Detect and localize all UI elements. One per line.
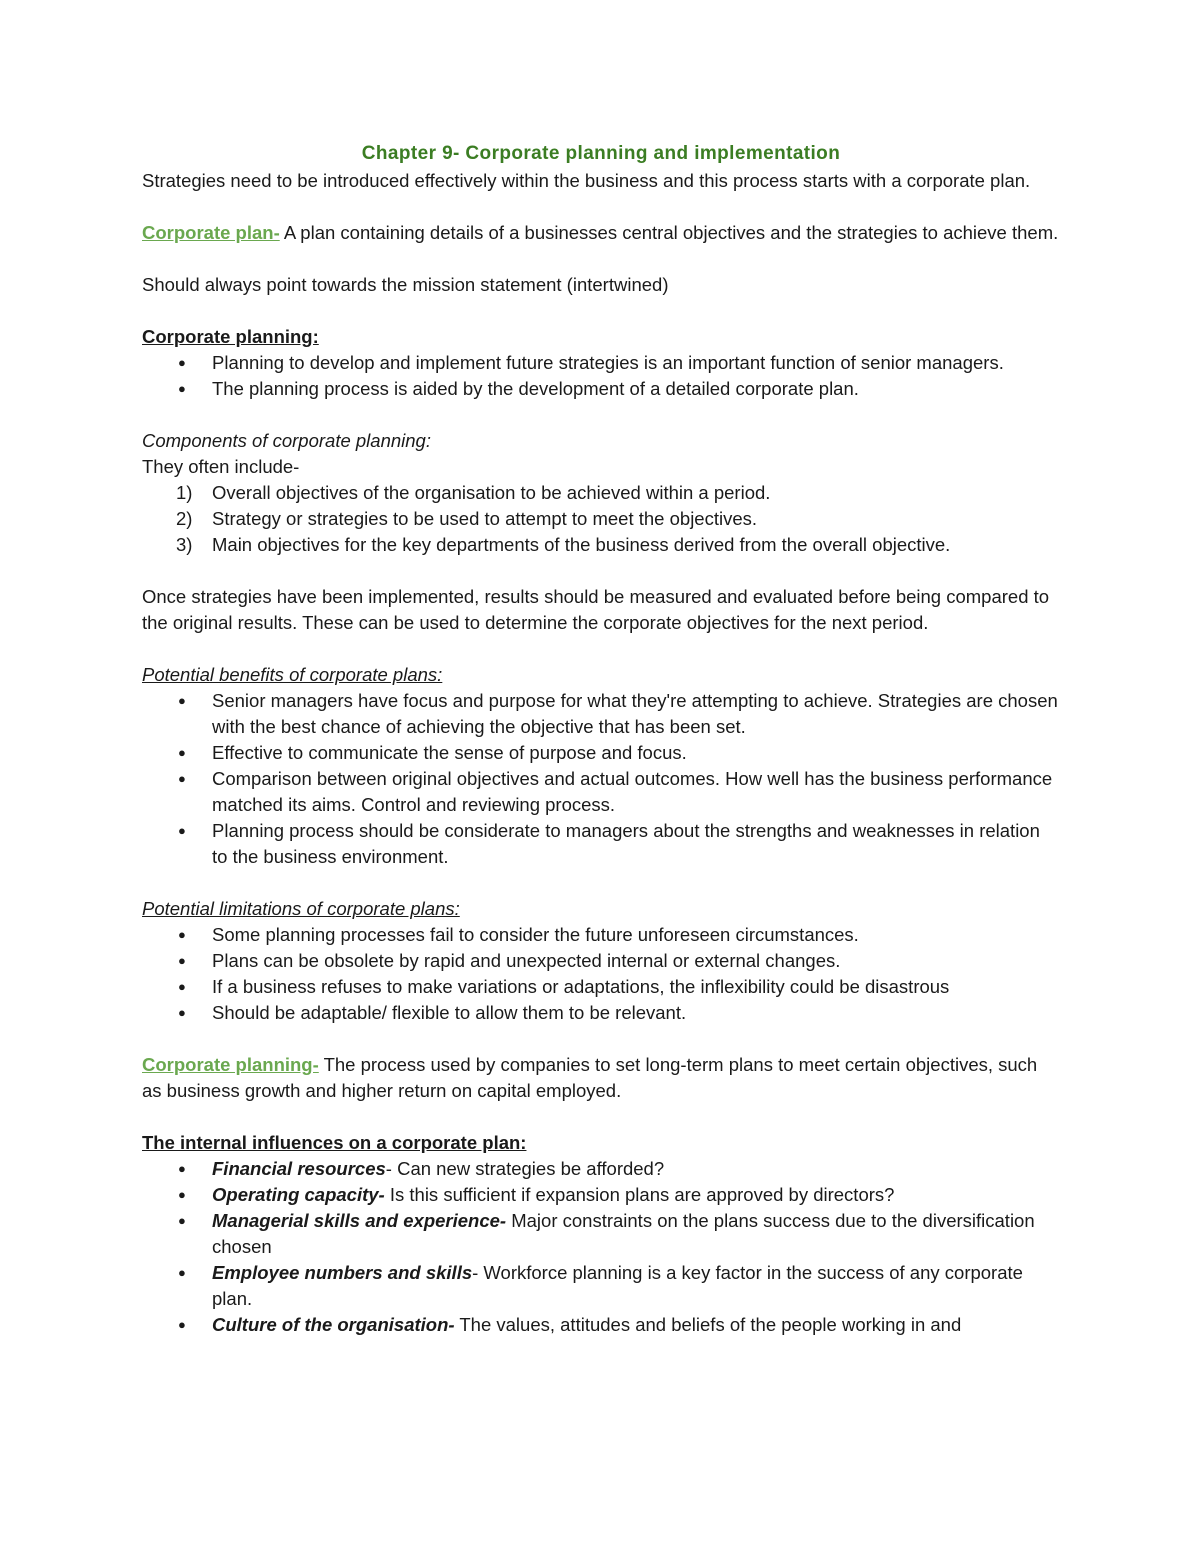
list-item: ● Culture of the organisation- The values, attitudes and beliefs of the people working in and	[142, 1312, 1060, 1338]
list-item: ● Senior managers have focus and purpose for what they're attempting to achieve. Strategies are chosen with the best chance of achieving the objective that has been set.	[178, 690, 1058, 737]
bullet-icon: ●	[178, 1005, 186, 1020]
influence-label: Financial resources	[212, 1158, 386, 1179]
list-number: 2)	[176, 508, 193, 529]
influence-label: Managerial skills and experience-	[212, 1210, 507, 1231]
corporate-planning-term: Corporate planning-	[142, 1054, 319, 1075]
bullet-icon: ●	[178, 1161, 186, 1176]
bullet-icon: ●	[178, 771, 186, 786]
list-item: ● Planning to develop and implement future strategies is an important function of senior managers.	[142, 350, 1060, 376]
list-item: ● Operating capacity- Is this sufficient if expansion plans are approved by directors?	[142, 1182, 1060, 1208]
list-item: ● Employee numbers and skills- Workforce planning is a key factor in the success of any corporate plan.	[178, 1262, 1023, 1309]
corporate-planning-definition-text: The process used by companies to set long-term plans to meet certain objectives, such as business growth and higher return on capital employed.	[142, 1054, 1038, 1101]
list-number: 3)	[176, 534, 193, 555]
list-item: ● Some planning processes fail to consider the future unforeseen circumstances.	[142, 922, 1060, 948]
implementation-paragraph: Once strategies have been implemented, results should be measured and evaluated before being compared to the original results. These can be used to determine the corporate objectives for the next period.	[142, 586, 1050, 633]
internal-influences-list	[142, 1156, 1060, 1338]
components-heading: Components of corporate planning:	[142, 430, 431, 451]
list-item: ● Plans can be obsolete by rapid and unexpected internal or external changes.	[142, 948, 1060, 974]
list-item: ● Financial resources- Can new strategies be afforded?	[142, 1156, 1060, 1182]
influence-label: Employee numbers and skills	[212, 1262, 473, 1283]
corporate-planning-heading: Corporate planning:	[142, 326, 319, 347]
list-number: 1)	[176, 482, 193, 503]
list-item: ● Planning process should be considerate to managers about the strengths and weaknesses in relation to the business environment.	[178, 820, 1040, 867]
bullet-icon: ●	[178, 1265, 186, 1280]
corporate-plan-definition	[142, 220, 1060, 246]
list-item: ● Should be adaptable/ flexible to allow them to be relevant.	[142, 1000, 1060, 1026]
bullet-icon: ●	[178, 381, 186, 396]
intro-paragraph: Strategies need to be introduced effectively within the business and this process starts with a corporate plan.	[142, 170, 1031, 191]
mission-line: Should always point towards the mission statement (intertwined)	[142, 274, 669, 295]
corporate-planning-definition	[142, 1052, 1060, 1104]
bullet-icon: ●	[178, 355, 186, 370]
limitations-list	[142, 922, 1060, 1026]
list-item: ● Comparison between original objectives and actual outcomes. How well has the business performance matched its aims. Control and reviewing process.	[178, 768, 1053, 815]
corporate-plan-term: Corporate plan-	[142, 222, 280, 243]
list-item: ● Effective to communicate the sense of purpose and focus.	[142, 740, 1060, 766]
corporate-planning-list	[142, 350, 1060, 402]
list-item: ● Managerial skills and experience- Major constraints on the plans success due to the diversification chosen	[178, 1210, 1035, 1257]
bullet-icon: ●	[178, 979, 186, 994]
bullet-icon: ●	[178, 927, 186, 942]
page-title: Chapter 9- Corporate planning and implementation	[361, 143, 841, 164]
limitations-heading: Potential limitations of corporate plans:	[142, 898, 460, 919]
list-item: ● If a business refuses to make variations or adaptations, the inflexibility could be disastrous	[142, 974, 1060, 1000]
list-item: 3) Main objectives for the key departments of the business derived from the overall objective.	[142, 532, 1060, 558]
bullet-icon: ●	[178, 1317, 186, 1332]
internal-influences-heading: The internal influences on a corporate plan:	[142, 1132, 527, 1153]
influence-label: Culture of the organisation-	[212, 1314, 455, 1335]
benefits-heading: Potential benefits of corporate plans:	[142, 664, 443, 685]
list-item: 1) Overall objectives of the organisation to be achieved within a period.	[142, 480, 1060, 506]
bullet-icon: ●	[178, 823, 186, 838]
corporate-plan-definition-text: A plan containing details of a businesses central objectives and the strategies to achieve them.	[279, 222, 1059, 243]
list-item: ● The planning process is aided by the development of a detailed corporate plan.	[142, 376, 1060, 402]
bullet-icon: ●	[178, 745, 186, 760]
influence-label: Operating capacity-	[212, 1184, 385, 1205]
bullet-icon: ●	[178, 1213, 186, 1228]
benefits-list	[142, 688, 1060, 870]
components-list	[142, 480, 1060, 558]
bullet-icon: ●	[178, 693, 186, 708]
components-intro: They often include-	[142, 456, 300, 477]
list-item: 2) Strategy or strategies to be used to attempt to meet the objectives.	[142, 506, 1060, 532]
bullet-icon: ●	[178, 1187, 186, 1202]
bullet-icon: ●	[178, 953, 186, 968]
